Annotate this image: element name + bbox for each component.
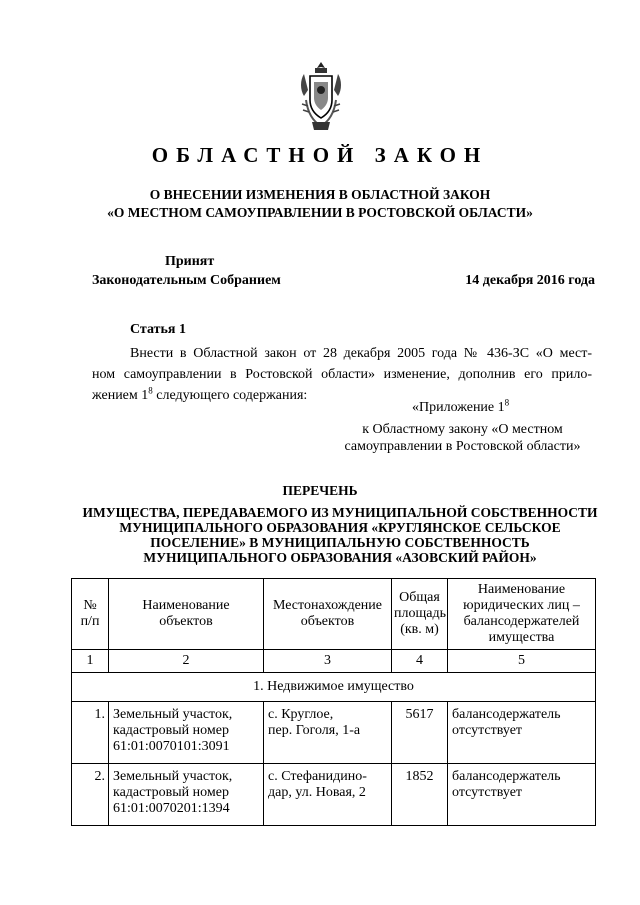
list-subtitle-line: ИМУЩЕСТВА, ПЕРЕДАВАЕМОГО ИЗ МУНИЦИПАЛЬНОЙ СОБСТВЕННОСТИ <box>82 505 598 520</box>
cell-text: балансодержатель <box>452 707 561 722</box>
cell-text: с. Стефанидино- <box>268 769 367 784</box>
table-row <box>72 702 596 764</box>
cell-text: с. Круглое, <box>268 707 334 722</box>
object-name <box>109 764 264 826</box>
superscript: 8 <box>504 397 510 408</box>
header-cell-number <box>72 579 109 650</box>
header-text: Общая <box>399 590 440 605</box>
section-row <box>72 673 596 702</box>
law-subtitle-line: О ВНЕСЕНИИ ИЗМЕНЕНИЯ В ОБЛАСТНОЙ ЗАКОН <box>149 187 491 202</box>
list-subtitle-line: МУНИЦИПАЛЬНОГО ОБРАЗОВАНИЯ «КРУГЛЯНСКОЕ СЕЛЬСКОЕ <box>119 520 561 535</box>
row-number: 1. <box>72 702 109 764</box>
superscript: 8 <box>148 385 153 396</box>
list-subtitle-line: ПОСЕЛЕНИЕ» В МУНИЦИПАЛЬНУЮ СОБСТВЕННОСТЬ <box>150 535 530 550</box>
law-subtitle <box>0 186 640 222</box>
header-cell-name <box>109 579 264 650</box>
appendix-description-line: самоуправлении в Ростовской области» <box>344 439 581 454</box>
appendix-description <box>330 421 595 455</box>
cell-text: 61:01:0070101:3091 <box>113 739 230 754</box>
balance-holder <box>448 702 596 764</box>
header-text: площадь <box>394 606 446 621</box>
header-text: Наименование <box>142 598 230 613</box>
section-heading: 1. Недвижимое имущество <box>72 673 596 702</box>
cell-text: кадастровый номер <box>113 785 229 800</box>
object-area: 1852 <box>392 764 448 826</box>
column-number: 2 <box>109 650 264 673</box>
list-title: ПЕРЕЧЕНЬ <box>282 483 358 498</box>
cell-text: Земельный участок, <box>113 769 233 784</box>
appendix-description-line: к Областному закону «О местном <box>362 422 563 437</box>
header-cell-holder <box>448 579 596 650</box>
header-text: балансодержателей <box>463 614 580 629</box>
header-text: объектов <box>300 614 355 629</box>
cell-text: отсутствует <box>452 785 523 800</box>
header-text: Местонахождение <box>272 598 382 613</box>
header-text: объектов <box>159 614 213 629</box>
column-number: 5 <box>448 650 596 673</box>
header-text: юридических лиц – <box>463 598 580 613</box>
property-table <box>71 578 596 826</box>
adopted-date: 14 декабря 2016 года <box>465 273 595 288</box>
article-text: следующего содержания: <box>152 388 308 403</box>
table-header-row <box>72 579 596 650</box>
header-text: п/п <box>80 614 100 629</box>
cell-text: отсутствует <box>452 723 523 738</box>
article-line <box>92 385 592 406</box>
table-row <box>72 764 596 826</box>
article-line: ном самоуправлении в Ростовской области» изменение, дополнив его прило- <box>92 367 592 382</box>
object-area: 5617 <box>392 702 448 764</box>
article-title: Статья 1 <box>130 322 186 337</box>
balance-holder <box>448 764 596 826</box>
column-number-row <box>72 650 596 673</box>
article-line: Внести в Областной закон от 28 декабря 2005 года № 436-ЗС «О мест- <box>130 346 592 361</box>
adopted-label: Принят <box>165 254 215 269</box>
list-subtitle <box>70 505 610 565</box>
column-number: 1 <box>72 650 109 673</box>
header-text: (кв. м) <box>400 622 439 637</box>
header-text: № <box>83 598 97 613</box>
article-paragraph <box>92 343 592 406</box>
cell-text: Земельный участок, <box>113 707 233 722</box>
row-number: 2. <box>72 764 109 826</box>
cell-text: 61:01:0070201:1394 <box>113 801 230 816</box>
object-location <box>264 702 392 764</box>
law-subtitle-line: «О МЕСТНОМ САМОУПРАВЛЕНИИ В РОСТОВСКОЙ ОБЛАСТИ» <box>107 205 533 220</box>
document-type-title: ОБЛАСТНОЙ ЗАКОН <box>151 143 489 167</box>
header-text: Наименование <box>477 582 566 597</box>
list-subtitle-line: МУНИЦИПАЛЬНОГО ОБРАЗОВАНИЯ «АЗОВСКИЙ РАЙОН» <box>143 550 537 565</box>
header-cell-location <box>264 579 392 650</box>
cell-text: балансодержатель <box>452 769 561 784</box>
adopted-body: Законодательным Собранием <box>92 273 281 288</box>
adopted-by <box>92 252 281 290</box>
header-text: имущества <box>488 630 555 645</box>
cell-text: дар, ул. Новая, 2 <box>268 785 366 800</box>
cell-text: пер. Гоголя, 1-а <box>268 723 361 738</box>
article-text: жением 1 <box>92 388 149 403</box>
appendix-heading <box>412 397 510 416</box>
object-name <box>109 702 264 764</box>
appendix-heading-text: «Приложение 1 <box>412 400 505 415</box>
column-number: 3 <box>264 650 392 673</box>
coat-of-arms-emblem <box>298 60 344 136</box>
cell-text: кадастровый номер <box>113 723 229 738</box>
object-location <box>264 764 392 826</box>
column-number: 4 <box>392 650 448 673</box>
header-cell-area <box>392 579 448 650</box>
